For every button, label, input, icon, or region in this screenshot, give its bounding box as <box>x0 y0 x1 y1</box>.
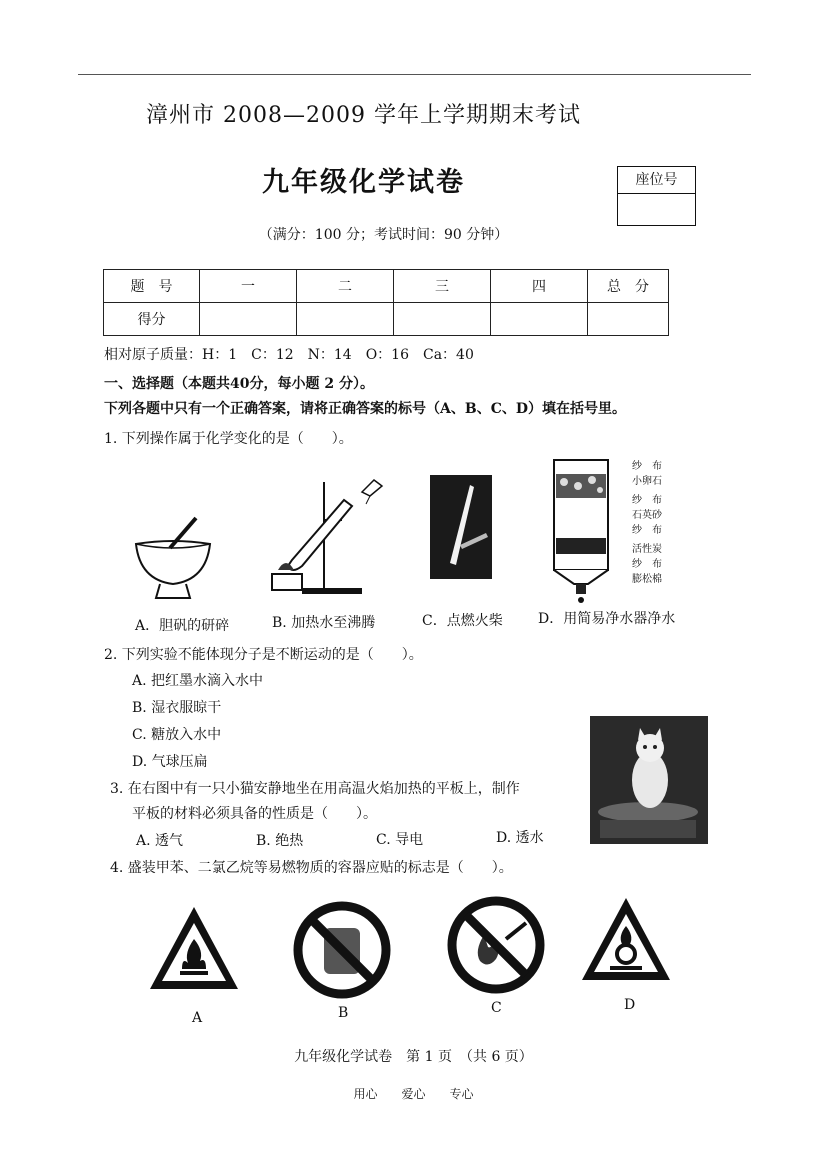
exam-title-line2: 九年级化学试卷 <box>262 167 465 198</box>
q1-option-b: B. 加热水至沸腾 <box>272 615 376 631</box>
atomic-masses: 相对原子质量：H：1 C：12 N：14 O：16 Ca：40 <box>104 347 474 363</box>
lit-match-image <box>430 475 492 579</box>
exam-title-line1: 漳州市 2008—2009 学年上学期期末考试 <box>146 103 581 128</box>
filter-layer-labels <box>632 459 662 587</box>
score-input-cell[interactable] <box>297 303 394 336</box>
q2-option-d: D. 气球压扁 <box>132 754 208 770</box>
section1-heading: 一、选择题（本题共40分，每小题 2 分）。 <box>104 376 374 392</box>
score-table-header-row <box>104 270 669 303</box>
filter-label: 石英砂 <box>632 510 662 521</box>
score-input-cell[interactable] <box>394 303 491 336</box>
seat-number-label: 座位号 <box>618 167 695 194</box>
no-open-flame-sign-icon <box>444 895 548 995</box>
q2-option-b: B. 湿衣服晾干 <box>132 700 222 716</box>
filter-label: 纱 布 <box>632 495 662 506</box>
q1-option-d: D．用简易净水器净水 <box>538 611 676 627</box>
score-table <box>103 269 669 336</box>
filter-label: 纱 布 <box>632 525 662 536</box>
score-cell: 二 <box>297 270 394 303</box>
q4-label-a: A <box>192 1010 203 1026</box>
water-filter-icon <box>548 456 614 606</box>
score-table-score-row <box>104 303 669 336</box>
q1-stem: 1. 下列操作属于化学变化的是（ ）。 <box>104 431 353 447</box>
q3-option-b: B. 绝热 <box>256 833 304 849</box>
no-barrel-sign-icon <box>290 900 394 1000</box>
q3-option-c: C. 导电 <box>376 832 424 848</box>
score-cell: 总 分 <box>588 270 669 303</box>
page-footer: 九年级化学试卷 第 1 页 （共 6 页） <box>294 1049 533 1065</box>
q4-label-d: D <box>624 997 636 1013</box>
q3-stem-line1: 3. 在右图中有一只小猫安静地坐在用高温火焰加热的平板上，制作 <box>110 781 520 797</box>
filter-label: 活性炭 <box>632 544 662 555</box>
q3-stem-line2: 平板的材料必须具备的性质是（ ）。 <box>132 806 377 822</box>
q1-option-c: C．点燃火柴 <box>422 613 503 629</box>
page-slogan: 用心 爱心 专心 <box>353 1087 474 1101</box>
seat-number-box <box>617 166 696 226</box>
q4-label-b: B <box>338 1005 349 1021</box>
q3-option-d: D. 透水 <box>496 830 544 846</box>
flammable-warning-icon <box>146 903 242 995</box>
score-input-cell[interactable] <box>588 303 669 336</box>
filter-label: 纱 布 <box>632 559 662 570</box>
q1-option-a: A．胆矾的研碎 <box>135 618 230 634</box>
q4-stem: 4. 盛装甲苯、二氯乙烷等易燃物质的容器应贴的标志是（ ）。 <box>110 860 513 876</box>
filter-label: 膨松棉 <box>632 574 662 585</box>
q2-option-c: C. 糖放入水中 <box>132 727 222 743</box>
score-cell: 三 <box>394 270 491 303</box>
score-cell: 一 <box>200 270 297 303</box>
oxidizer-warning-icon <box>578 894 674 986</box>
q3-option-a: A. 透气 <box>136 833 184 849</box>
section1-instruction: 下列各题中只有一个正确答案，请将正确答案的标号（A、B、C、D）填在括号里。 <box>104 401 626 417</box>
filter-label: 小卵石 <box>632 476 662 487</box>
score-row-label: 得分 <box>104 303 200 336</box>
cat-on-plate-photo <box>590 716 708 844</box>
score-input-cell[interactable] <box>200 303 297 336</box>
mortar-pestle-icon <box>130 508 216 604</box>
q4-label-c: C <box>491 1000 502 1016</box>
heating-test-tube-icon <box>262 470 392 600</box>
top-rule <box>78 74 751 75</box>
score-input-cell[interactable] <box>491 303 588 336</box>
score-cell: 四 <box>491 270 588 303</box>
filter-label: 纱 布 <box>632 461 662 472</box>
score-cell: 题 号 <box>104 270 200 303</box>
q2-stem: 2. 下列实验不能体现分子是不断运动的是（ ）。 <box>104 647 423 663</box>
exam-subtitle: （满分：100 分；考试时间：90 分钟） <box>258 227 509 243</box>
q2-option-a: A. 把红墨水滴入水中 <box>132 673 264 689</box>
